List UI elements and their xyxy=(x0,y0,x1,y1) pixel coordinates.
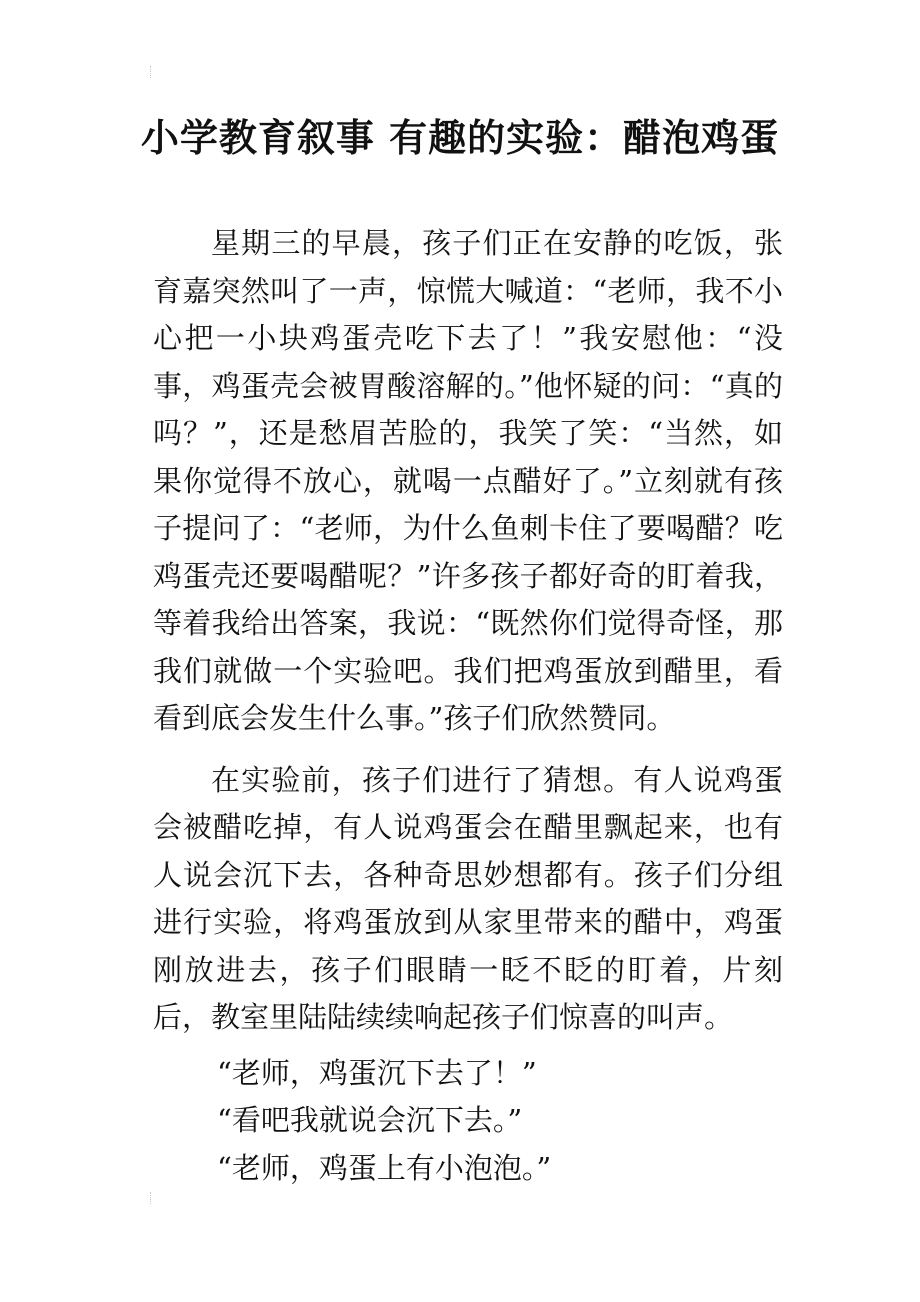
page-title: 小学教育叙事 有趣的实验：醋泡鸡蛋 xyxy=(140,116,780,160)
scan-mark-top xyxy=(150,66,155,78)
paragraph-2: 在实验前，孩子们进行了猜想。有人说鸡蛋会被醋吃掉，有人说鸡蛋会在醋里飘起来，也有人说会沉下去，各种奇思妙想都有。孩子们分组进行实验，将鸡蛋放到从家里带来的醋中，鸡蛋刚放进去，孩子们眼睛一眨不眨的盯着，片刻后，教室里陆陆续续响起孩子们惊喜的叫声。 xyxy=(153,762,783,1034)
scan-mark-bottom xyxy=(150,1192,155,1204)
document-body xyxy=(153,220,783,1192)
quote-2: “看吧我就说会沉下去。” xyxy=(217,1103,523,1137)
quote-1: “老师，鸡蛋沉下去了！” xyxy=(217,1055,537,1090)
paragraph-1: 星期三的早晨，孩子们正在安静的吃饭，张育嘉突然叫了一声，惊慌大喊道：“老师，我不小心把一小块鸡蛋壳吃下去了！”我安慰他：“没事，鸡蛋壳会被胃酸溶解的。”他怀疑的问：“真的吗？”，还是愁眉苦脸的，我笑了笑：“当然，如果你觉得不放心，就喝一点醋好了。”立刻就有孩子提问了：“老师，为什么鱼刺卡住了要喝醋？吃鸡蛋壳还要喝醋呢？”许多孩子都好奇的盯着我，等着我给出答案，我说：“既然你们觉得奇怪，那我们就做一个实验吧。我们把鸡蛋放到醋里，看看到底会发生什么事。”孩子们欣然赞同。 xyxy=(153,226,783,735)
quote-3: “老师，鸡蛋上有小泡泡。” xyxy=(217,1150,552,1185)
